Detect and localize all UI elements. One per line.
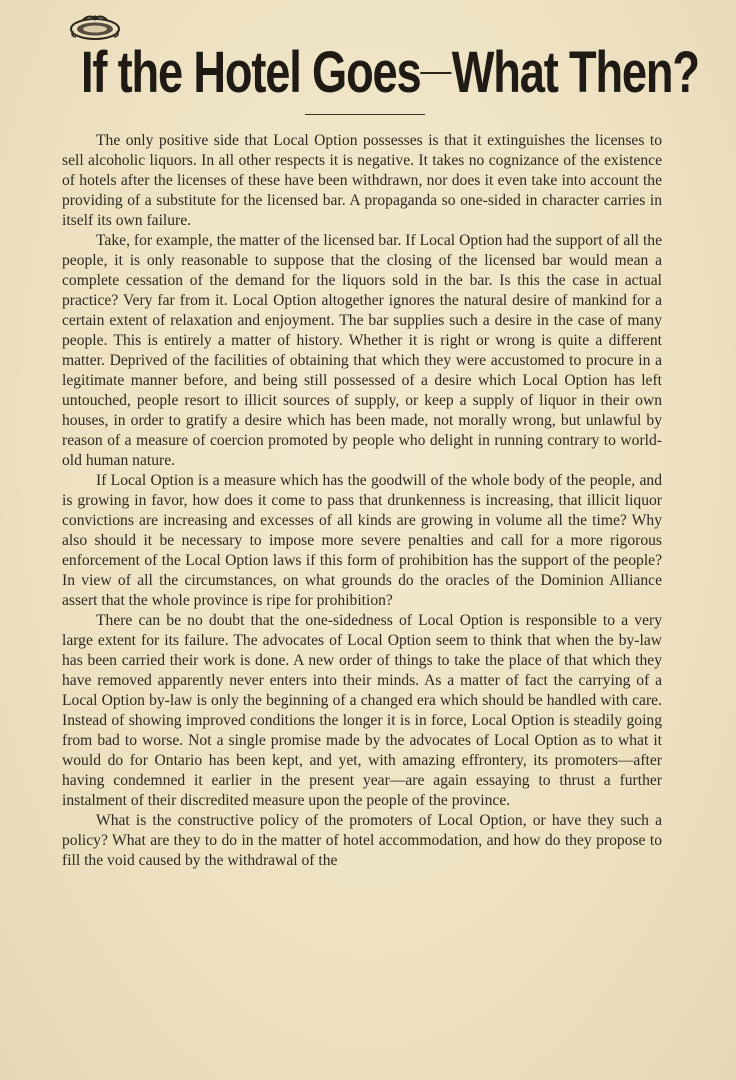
paragraph: There can be no doubt that the one-sidedness of Local Option is responsible to a very large extent for its failure. The advocates of Local Option seem to think that when the by-law has been carried their work is done. A new order of things to take the place of that which they have removed apparently never enters into their minds. As a matter of fact the carrying of a Local Option by-law is only the beginning of a changed era which should be handled with care. Instead of showing improved conditions the longer it is in force, Local Option is steadily going from bad to worse. Not a single promise made by the advocates of Local Option as to what it would do for Ontario has been kept, and yet, with amazing effrontery, its promoters—after having condemned it earlier in the present year—are again essaying to thrust a further instalment of their discredited measure upon the people of the province. [62,612,662,809]
title-part-2: What Then? [451,40,699,105]
paragraph: The only positive side that Local Option possesses is that it extinguishes the licenses to sell alcoholic liquors. In all other respects it is negative. It takes no cognizance of the existence of hotels after the licenses of these have been withdrawn, nor does it even take into account the providing of a substitute for the licensed bar. A propaganda so one-sided in character carries in itself its own failure. [62,132,662,229]
page-title [80,40,699,106]
paragraph: Take, for example, the matter of the licensed bar. If Local Option had the support of all the people, it is only reasonable to suppose that the closing of the licensed bar would mean a complete cessation of the demand for the liquors sold in the bar. Is this the case in actual practice? Very far from it. Local Option altogether ignores the natural desire of mankind for a certain extent of relaxation and enjoyment. The bar supplies such a desire in the case of many people. This is entirely a matter of history. Whether it is right or wrong is quite a different matter. Deprived of the facilities of obtaining that which they were accustomed to procure in a legitimate manner before, and being still possessed of a desire which Local Option has left untouched, people resort to illicit sources of supply, or keep a supply of liquor in their own houses, in order to gratify a desire which has been made, not morally wrong, but unlawful by reason of a measure of coercion promoted by people who delight in running contrary to world-old human nature. [62,232,662,469]
article-body [62,131,662,871]
paragraph: What is the constructive policy of the promoters of Local Option, or have they such a policy? What are they to do in the matter of hotel accommodation, and how do they propose to fill the void caused by the withdrawal of the [62,812,662,869]
title-dash [421,72,452,74]
paragraph: If Local Option is a measure which has the goodwill of the whole body of the people, and is growing in favor, how does it come to pass that drunkenness is increasing, that illicit liquor convictions are increasing and excesses of all kinds are growing in volume all the time? Why also should it be necessary to impose more severe penalties and call for a more rigorous enforcement of the Local Option laws if this form of prohibition has the support of the people? In view of all the circumstances, on what grounds do the oracles of the Dominion Alliance assert that the whole province is ripe for prohibition? [62,472,662,609]
title-divider [305,114,425,115]
title-part-1: If the Hotel Goes [80,40,421,105]
decorative-emblem-icon [68,12,122,42]
